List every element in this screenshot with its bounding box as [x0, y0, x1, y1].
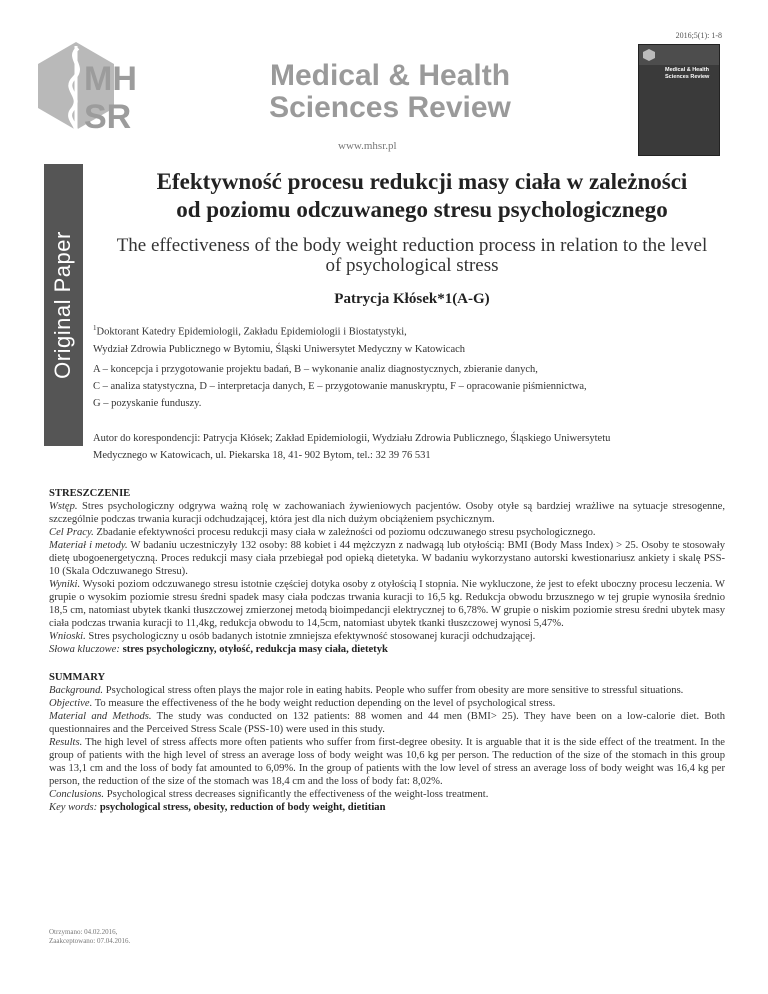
citation: 2016;5(1): 1-8 [675, 31, 722, 40]
affiliation-line2: Wydział Zdrowia Publicznego w Bytomiu, Śląski Uniwersytet Medyczny w Katowicach [93, 343, 466, 355]
summary-background: Background. Psychological stress often plays the major role in eating habits. People who suffer from obesity are more sensitive to stressful situations. [49, 685, 684, 696]
accepted-date: Zaakceptowano: 07.04.2016. [49, 937, 131, 945]
journal-name-line2: Sciences Review [269, 91, 511, 124]
article-type-label: Original Paper [50, 231, 75, 379]
author-name: Patrycja Kłósek*1(A-G) [334, 291, 490, 307]
cover-logo-icon [643, 49, 659, 61]
streszczenie-material: Materiał i metody. W badaniu uczestniczyły 132 osoby: 88 kobiet i 44 mężczyzn z nadwagą lub otyłością: BMI (Body Mass Index) > 25. Osoby te stosowały dietę ubogoenergetyczną. Proces redukcji masy ciała przebiegał pod opieką dietetyka. W badaniu wykorzystano autorski kwestionariusz ankiety i skalę PSS- 10 (Skala Odczuwanego Stresu). [49, 540, 725, 577]
abstract-polish [49, 487, 725, 656]
streszczenie-cel: Cel Pracy. Zbadanie efektywności procesu redukcji masy ciała w zależności od poziomu odczuwanego stresu psychologicznego. [49, 527, 596, 538]
journal-url[interactable]: www.mhsr.pl [338, 140, 397, 152]
title-english [92, 236, 732, 276]
correspondence [93, 430, 733, 464]
journal-cover [638, 44, 720, 156]
logo-sr: SR [84, 98, 132, 136]
logo-mh: MH [84, 60, 137, 98]
abstract-english [49, 671, 725, 814]
summary-objective: Objective. To measure the effectiveness of the he body weight reduction depending on the level of psychological stress. [49, 698, 556, 709]
summary-heading: SUMMARY [49, 672, 106, 683]
summary-keywords: Key words: psychological stress, obesity, reduction of body weight, dietitian [49, 802, 386, 813]
affiliation-sup: 1 [93, 324, 97, 332]
streszczenie-keywords: Słowa kluczowe: stres psychologiczny, otyłość, redukcja masy ciała, dietetyk [49, 644, 388, 655]
journal-title [240, 60, 540, 124]
article-type-bar [44, 164, 83, 446]
title-polish-line1: Efektywność procesu redukcji masy ciała w zależności [156, 169, 688, 194]
title-polish-line2: od poziomu odczuwanego stresu psychologicznego [176, 197, 668, 222]
correspondence-line2: Medycznego w Katowicach, ul. Piekarska 18, 41- 902 Bytom, tel.: 32 39 76 531 [93, 450, 431, 461]
journal-name-line1: Medical & Health [269, 59, 511, 92]
streszczenie-heading: STRESZCZENIE [49, 488, 131, 499]
affiliation [93, 320, 733, 358]
correspondence-line1: Autor do korespondencji: Patrycja Kłósek; Zakład Epidemiologii, Wydziału Zdrowia Publicznego, Śląskiego Uniwersytetu [93, 433, 611, 444]
cover-title: Medical & Health Sciences Review [665, 67, 710, 80]
summary-conclusions: Conclusions. Psychological stress decreases significantly the effectiveness of the weight-loss treatment. [49, 789, 489, 800]
roles-line3: G – pozyskanie funduszy. [93, 398, 202, 409]
roles-line1: A – koncepcja i przygotowanie projektu badań, B – wykonanie analiz diagnostycznych, zbieranie danych, [93, 364, 538, 375]
streszczenie-wyniki: Wyniki. Wysoki poziom odczuwanego stresu istotnie częściej dotyka osoby z otyłością I stopnia. Nie wykluczone, że jest to efekt uboczny procesu leczenia. W grupie o wysokim poziomie stresu średni spadek masy ciała podczas trwania kuracji to 16,5 kg. Redukcja obwodu brzusznego w tej grupie wynosiła średnio 18,5 cm, natomiast ubytek tkanki tłuszczowej zmierzonej metodą bioimpedancji elektrycznej to 6,78%. W grupie o niskim poziomie stresu średni ubytek masy ciała podczas trwania kuracji to 11,4kg, redukcja obwodu to 14,5cm, natomiast ubytek tkanki tłuszczowej wynosi 5,47%. [49, 579, 726, 629]
affiliation-line1: Doktorant Katedry Epidemiologii, Zakładu Epidemiologii i Biostatystyki, [96, 326, 407, 338]
title-english-line1: The effectiveness of the body weight reduction process in relation to the level [116, 235, 708, 256]
summary-results: Results. The high level of stress affects more often patients who suffer from first-degree obesity. It is arguable that it is the side effect of the treatment. In the group of patients with the high level of stress an average loss of body weight was 10,6 kg per person. The reduction of the size of the stomach in this group was 13,1 cm and the loss of body fat amounted to 6,09%. In the group of patients with the low level of stress an average loss of body weight was 16,4 kg per person, the reduction of the size of the stomach was 18,4 cm and the loss of body fat: 8,02%. [49, 737, 725, 787]
streszczenie-wstep: Wstęp. Stres psychologiczny odgrywa ważną rolę w zachowaniach żywieniowych pacjentów. Osoby otyłe są bardziej wrażliwe na sytuacje stresogenne, szczególnie podczas trwania kuracji odchudzającej, która jest dla nich dużym obciążeniem psychicznym. [49, 501, 725, 525]
author-roles [93, 361, 733, 412]
journal-logo [28, 38, 178, 150]
received-date: Otrzymano: 04.02.2016, [49, 928, 118, 936]
streszczenie-wnioski: Wnioski. Stres psychologiczny u osób badanych istotnie zmniejsza efektywność stosowanej kuracji odchudzającej. [49, 631, 536, 642]
title-polish [98, 168, 746, 224]
submission-dates [49, 928, 130, 946]
title-english-line2: of psychological stress [325, 255, 499, 276]
roles-line2: C – analiza statystyczna, D – interpretacja danych, E – przygotowanie manuskryptu, F – opracowanie piśmiennictwa, [93, 381, 587, 392]
summary-material: Material and Methods. The study was conducted on 132 patients: 88 women and 44 men (BMI> 25). They have been on a low-calorie diet. Both questionnaires and the Perceived Stress Scale (PSS-10) were used in this study. [49, 711, 725, 735]
